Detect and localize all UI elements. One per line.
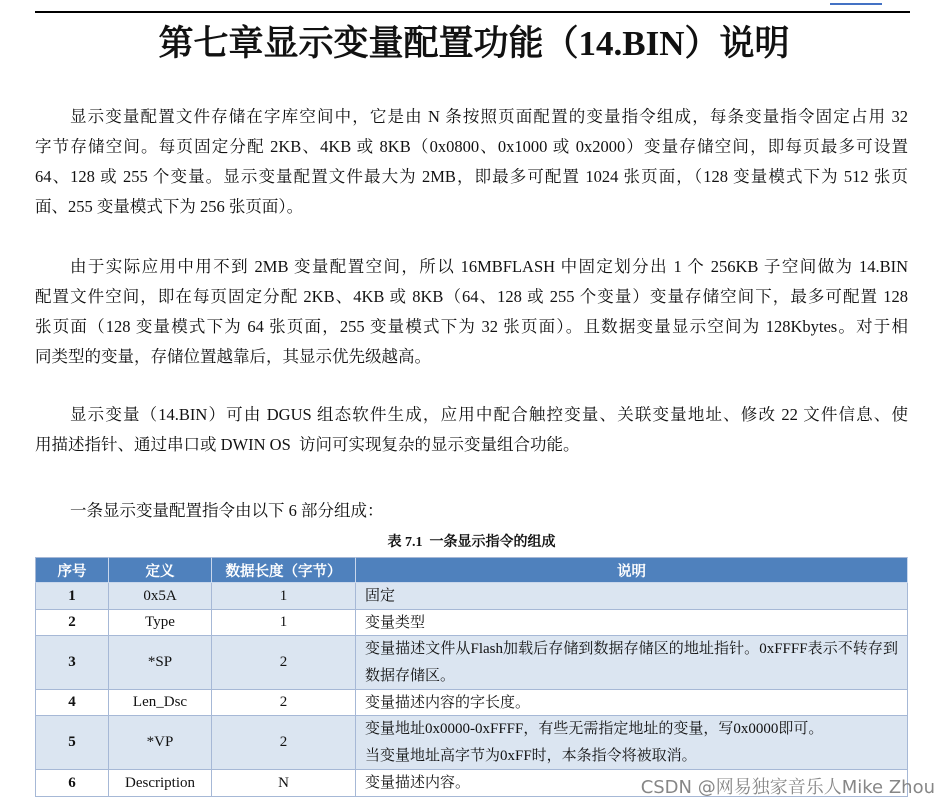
cell-no: 5 bbox=[35, 716, 109, 770]
description-line: 变量描述内容。 bbox=[365, 775, 471, 791]
description-line: 数据存储区。 bbox=[365, 667, 456, 684]
paragraph-line: 显示变量（14.BIN）可由 DGUS 组态软件生成，应用中配合触控变量、关联变量地址、修改 22 文件信息、使 bbox=[70, 405, 908, 424]
table-row bbox=[35, 636, 908, 690]
paragraph-line: 64、128 或 255 个变量。显示变量配置文件最大为 2MB，即最多可配置 1024 张页面，（128 变量模式下为 512 张页 bbox=[35, 167, 908, 186]
cell-length: 2 bbox=[212, 716, 356, 770]
cell-description bbox=[356, 716, 908, 770]
cell-definition: *SP bbox=[109, 636, 212, 690]
column-header-length: 数据长度（字节） bbox=[212, 557, 356, 583]
table-row bbox=[35, 690, 908, 716]
paragraph-line: 一条显示变量配置指令由以下 6 部分组成： bbox=[70, 501, 384, 520]
table-row bbox=[35, 716, 908, 770]
cell-no: 4 bbox=[35, 690, 109, 716]
description-line: 变量地址0x0000-0xFFFF，有些无需指定地址的变量，写0x0000即可。 bbox=[365, 721, 824, 737]
paragraph-line: 配置文件空间，即在每页固定分配 2KB、4KB 或 8KB（64、128 或 255 个变量）变量存储空间下，最多可配置 128 bbox=[35, 287, 908, 306]
cell-length: 2 bbox=[212, 636, 356, 690]
table-caption: 表 7.1 一条显示指令的组成 bbox=[387, 535, 556, 550]
paragraph-line: 面、255 变量模式下为 256 张页面）。 bbox=[35, 197, 304, 216]
cell-definition: Type bbox=[109, 610, 212, 636]
table-row bbox=[35, 583, 908, 610]
cell-no: 6 bbox=[35, 770, 109, 797]
watermark: CSDN @网易独家音乐人Mike Zhou bbox=[640, 777, 935, 798]
paragraph-line: 显示变量配置文件存储在字库空间中，它是由 N 条按照页面配置的变量指令组成，每条变量指令固定占用 32 bbox=[70, 107, 908, 126]
cell-description bbox=[356, 583, 908, 610]
column-header-no: 序号 bbox=[35, 557, 109, 583]
cell-definition: *VP bbox=[109, 716, 212, 770]
cell-definition: Len_Dsc bbox=[109, 690, 212, 716]
paragraph-line: 由于实际应用中用不到 2MB 变量配置空间，所以 16MBFLASH 中固定划分出 1 个 256KB 子空间做为 14.BIN bbox=[70, 257, 908, 276]
chapter-title: 第七章显示变量配置功能（14.BIN）说明 bbox=[158, 24, 790, 63]
cell-description bbox=[356, 636, 908, 690]
description-line: 固定 bbox=[365, 588, 396, 604]
page-header-accent bbox=[830, 3, 882, 5]
page-header-rule bbox=[35, 11, 910, 13]
column-header-description: 说明 bbox=[356, 557, 908, 583]
table-row bbox=[35, 610, 908, 636]
cell-description bbox=[356, 690, 908, 716]
paragraph-line: 用描述指针、通过串口或 DWIN OS 访问可实现复杂的显示变量组合功能。 bbox=[35, 435, 580, 454]
paragraph-line: 张页面（128 变量模式下为 64 张页面，255 变量模式下为 32 张页面）。且数据变量显示空间为 128Kbytes。对于相 bbox=[35, 317, 908, 336]
cell-definition: Description bbox=[109, 770, 212, 797]
cell-length: N bbox=[212, 770, 356, 797]
table-header-row bbox=[35, 557, 908, 583]
instruction-table bbox=[35, 557, 908, 797]
description-line: 变量类型 bbox=[365, 615, 426, 631]
cell-length: 2 bbox=[212, 690, 356, 716]
cell-length: 1 bbox=[212, 610, 356, 636]
description-line: 当变量地址高字节为0xFF时，本条指令将被取消。 bbox=[365, 747, 697, 764]
paragraph-line: 同类型的变量，存储位置越靠后，其显示优先级越高。 bbox=[35, 347, 431, 366]
cell-definition: 0x5A bbox=[109, 583, 212, 610]
cell-description bbox=[356, 610, 908, 636]
description-line: 变量描述文件从Flash加载后存储到数据存储区的地址指针。0xFFFF表示不转存到 bbox=[365, 641, 898, 657]
cell-no: 3 bbox=[35, 636, 109, 690]
cell-no: 1 bbox=[35, 583, 109, 610]
description-line: 变量描述内容的字长度。 bbox=[365, 695, 531, 711]
cell-no: 2 bbox=[35, 610, 109, 636]
paragraph-line: 字节存储空间。每页固定分配 2KB、4KB 或 8KB（0x0800、0x1000 或 0x2000）变量存储空间，即每页最多可设置 bbox=[35, 137, 908, 156]
column-header-definition: 定义 bbox=[109, 557, 212, 583]
cell-length: 1 bbox=[212, 583, 356, 610]
